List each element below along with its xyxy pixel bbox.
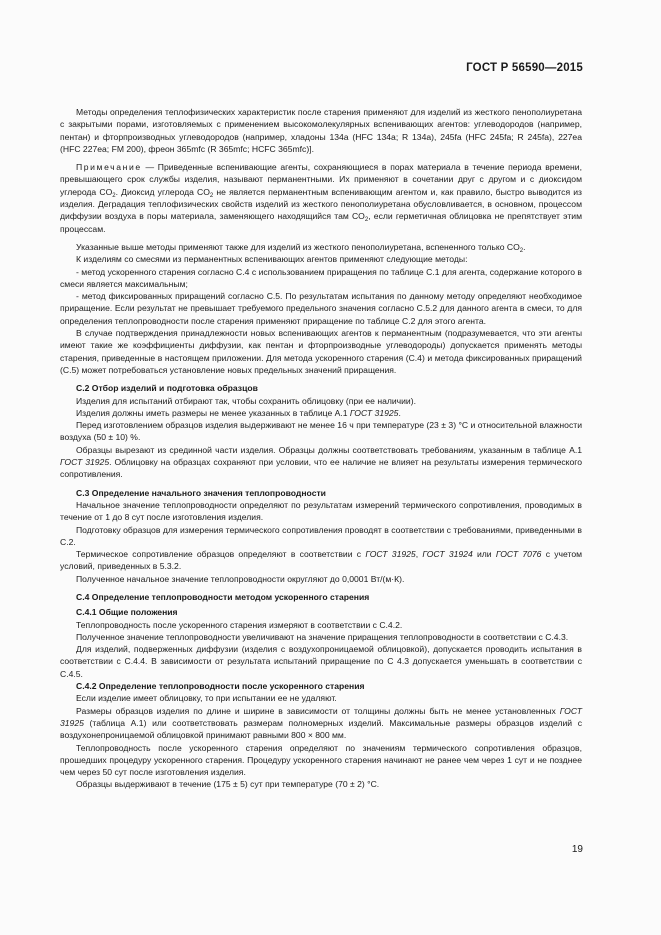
paragraph: Теплопроводность после ускоренного старения измеряют в соответствии с С.4.2. [76,619,403,630]
paragraph: Полученное начальное значение теплопроводности округляют до 0,0001 Вт/(м·К). [76,573,405,584]
list-item: - метод фиксированных приращений согласно С.5. По результатам испытания по данному методу определяют необходимое приращение. Если результат не превышает требуемого предельного значения согласно С.5.2 для данного агента в смеси, то для определения теплопроводности после старения применяют приращение по таблице С.2 для этого агента. [60,291,582,326]
paragraph: Перед изготовлением образцов изделия выдерживают не менее 16 ч при температуре (23 ± 3) °С и относительной влажности воздуха (50 ± 10) %. [60,420,582,443]
paragraph: Теплопроводность после ускоренного старения определяют по значениям термического сопротивления образцов, прошедших процедуру ускоренного старения. Процедуру ускоренного старения начинают не ранее чем через 1 сут и не позднее чем через 50 сут после изготовления изделия. [60,742,582,778]
paragraph: Образцы выдерживают в течение (175 ± 5) сут при температуре (70 ± 2) °С. [76,779,380,790]
paragraph: Термическое сопротивление образцов определяют в соответствии с ГОСТ 31925, ГОСТ 31924 или ГОСТ 7076 с учетом условий, приведенных в 5.3.2. [60,549,583,572]
note-paragraph: Примечание — Приведенные вспенивающие агенты, сохраняющиеся в порах материала в течение периода времени, превышающего срок службы изделия, называют перманентными. Их применяют в сочетании друг с другом и с диоксидом углерода $CO_2$. Диоксид углерода $CO_2$ не является перманентным вспенивающим агентом и, как правило, быстро выводится из изделия. Деградация теплофизических свойств изделий из жесткого пенополиуретана обусловливается, в основном, процессом диффузии воздуха в поры материала, заменяющего находящийся там $CO_2$, если герметичная облицовка не препятствует этим процессам. [60,162,582,234]
section-heading-c2: С.2 Отбор изделий и подготовка образцов [76,383,258,394]
paragraph: Изделия для испытаний отбирают так, чтобы сохранить облицовку (при ее наличии). [76,395,416,406]
paragraph: Начальное значение теплопроводности определяют по результатам измерений термического сопротивления, проводимых в течение от 1 до 8 сут после изготовления изделия. [60,499,582,523]
standard-reference: ГОСТ 7076 [495,549,542,560]
standard-reference: ГОСТ 31925 [365,549,416,560]
note-label: Примечание [76,162,142,173]
page-number: 19 [571,844,583,855]
standard-designation: ГОСТ Р 56590—2015 [466,62,583,74]
paragraph: В случае подтверждения принадлежности новых вспенивающих агентов к перманентным (подразумевается, что эти агенты имеют такие же коэффициенты диффузии, как пентан и фторпроизводные углеводороды) допускается применять методы старения, приведенные в настоящем приложении. Для метода ускоренного старения (С.4) и метода фиксированных приращений (С.5) может потребоваться установление новых предельных значений приращения. [60,328,582,375]
paragraph: Подготовку образцов для измерения термического сопротивления проводят в соответствии с требованиями, приведенными в С.2. [60,524,582,547]
document-body [60,106,582,791]
paragraph: Если изделие имеет облицовку, то при испытании ее не удаляют. [76,693,337,704]
paragraph: Методы определения теплофизических характеристик после старения применяют для изделий из жесткого пенополиуретана с закрытыми порами, изготовляемых с применением высокомолекулярных вспенивающих агентов: углеводородов (например, пентан) и фторпроизводных углеводородов (например, хладоны 134a (HFC 134a; R 134a), 245fa (HFC 245fa; R 245fa), 227ea (HFC 227ea; FM 200), фреон 365mfc (R 365mfc; HCFC 365mfc)]. [60,107,582,154]
section-heading-c4: С.4 Определение теплопроводности методом ускоренного старения [76,591,370,602]
section-heading-c3: С.3 Определение начального значения теплопроводности [76,487,326,498]
subsection-heading-c41: С.4.1 Общие положения [76,607,178,618]
subsection-heading-c42: С.4.2 Определение теплопроводности после ускоренного старения [76,681,365,692]
standard-reference: ГОСТ 31924 [422,549,473,560]
paragraph: Изделия должны иметь размеры не менее указанных в таблице А.1 ГОСТ 31925. [76,407,401,418]
paragraph: Образцы вырезают из срединной части изделия. Образцы должны соответствовать требованиям, указанным в таблице А.1 ГОСТ 31925. Облицовку на образцах сохраняют при условии, что ее наличие не влияет на результаты измерения термического сопротивления. [60,444,583,480]
paragraph: К изделиям со смесями из перманентных вспенивающих агентов применяют следующие методы: [76,254,468,265]
list-item: - метод ускоренного старения согласно С.4 с использованием приращения по таблице С.1 для агента, содержание которого в смеси является максимальным; [60,266,582,289]
paragraph: Полученное значение теплопроводности увеличивают на значение приращения теплопроводности в соответствии с С.4.3. [76,631,569,642]
paragraph: Указанные выше методы применяют также для изделий из жесткого пенополиуретана, вспененного только $CO_2$. [76,241,526,254]
paragraph: Размеры образцов изделия по длине и ширине в зависимости от толщины должны быть не менее установленных ГОСТ 31925 (таблица А.1) или соответствовать размерам полномерных изделий. Максимальные размеры образцов изделий с воздухонепроницаемой облицовкой принимают равными 800 × 800 мм. [60,705,582,741]
paragraph: Для изделий, подверженных диффузии (изделия с воздухопроницаемой облицовкой), допускается проводить испытания в соответствии с С.4.4. В зависимости от результата испытаний приращение по С 4.3 допускается уменьшать в соответствии с С.4.5. [60,644,582,679]
standard-reference: ГОСТ 31925 [60,705,582,728]
standard-reference: ГОСТ 31925 [349,407,399,418]
standard-reference: ГОСТ 31925 [60,457,110,468]
